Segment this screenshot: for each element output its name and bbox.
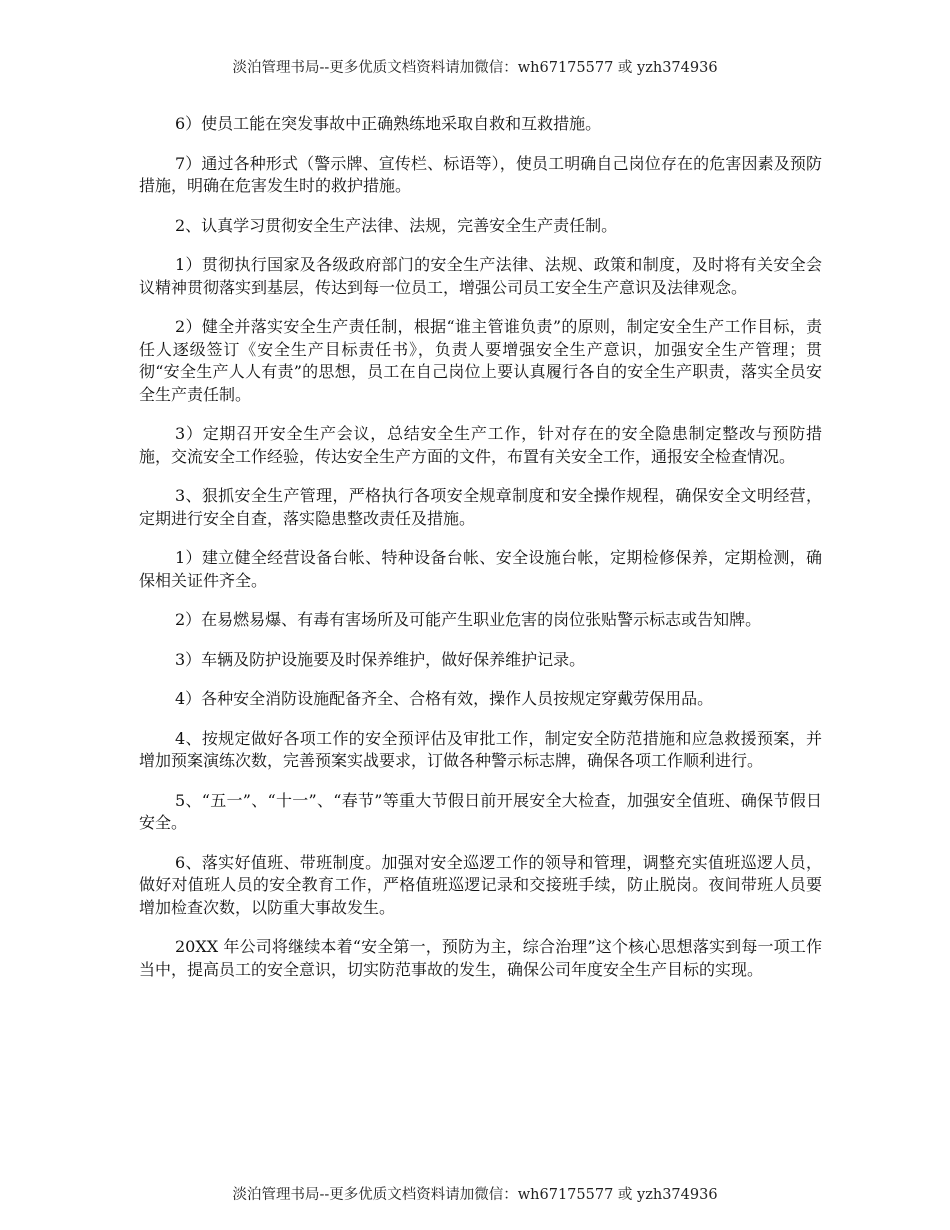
section-heading-5: 5、“五一”、“十一”、“春节”等重大节假日前开展安全大检查，加强安全值班、确保节假日安全。 (139, 790, 822, 832)
paragraph-3-4: 4）各种安全消防设施配备齐全、合格有效，操作人员按规定穿戴劳保用品。 (175, 689, 714, 708)
paragraph-2-1: 1）贯彻执行国家及各级政府部门的安全生产法律、法规、政策和制度，及时将有关安全会议精神贯彻落实到基层，传达到每一位员工，增强公司员工安全生产意识及法律观念。 (139, 255, 822, 297)
section-heading-2: 2、认真学习贯彻安全生产法律、法规，完善安全生产责任制。 (175, 215, 618, 235)
closing-paragraph: 20XX 年公司将继续本着“安全第一，预防为主，综合治理”这个核心思想落实到每一项工作当中，提高员工的安全意识，切实防范事故的发生，确保公司年度安全生产目标的实现。 (139, 937, 822, 979)
paragraph-3-3: 3）车辆及防护设施要及时保养维护，做好保养维护记录。 (175, 649, 586, 669)
section-heading-3: 3、狠抓安全生产管理，严格执行各项安全规章制度和安全操作规程，确保安全文明经营，定期进行安全自查，落实隐患整改责任及措施。 (139, 486, 822, 528)
document-body (139, 113, 822, 998)
paragraph-3-1: 1）建立健全经营设备台帐、特种设备台帐、安全设施台帐，定期检修保养，定期检测，确保相关证件齐全。 (139, 548, 822, 590)
page-header: 淡泊管理书局--更多优质文档资料请加微信：wh67175577 或 yzh374936 (232, 60, 718, 76)
paragraph-item-6: 6）使员工能在突发事故中正确熟练地采取自救和互救措施。 (175, 114, 602, 133)
section-heading-6: 6、落实好值班、带班制度。加强对安全巡逻工作的领导和管理，调整充实值班巡逻人员，做好对值班人员的安全教育工作，严格值班巡逻记录和交接班手续，防止脱岗。夜间带班人员要增加检查次数，以防重大事故发生。 (139, 852, 822, 917)
paragraph-2-2: 2）健全并落实安全生产责任制，根据“谁主管谁负责”的原则，制定安全生产工作目标，责任人逐级签订《安全生产目标责任书》，负责人要增强安全生产意识，加强安全生产管理；贯彻“安全生产人人有责”的思想，员工在自己岗位上要认真履行各自的安全生产职责，落实全员安全生产责任制。 (139, 317, 822, 404)
paragraph-2-3: 3）定期召开安全生产会议，总结安全生产工作，针对存在的安全隐患制定整改与预防措施，交流安全工作经验，传达安全生产方面的文件，布置有关安全工作，通报安全检查情况。 (139, 424, 822, 466)
paragraph-3-2: 2）在易燃易爆、有毒有害场所及可能产生职业危害的岗位张贴警示标志或告知牌。 (175, 610, 762, 629)
section-heading-4: 4、按规定做好各项工作的安全预评估及审批工作，制定安全防范措施和应急救援预案，并增加预案演练次数，完善预案实战要求，订做各种警示标志牌，确保各项工作顺利进行。 (139, 728, 822, 770)
paragraph-item-7: 7）通过各种形式（警示牌、宣传栏、标语等），使员工明确自己岗位存在的危害因素及预防措施，明确在危害发生时的救护措施。 (139, 153, 822, 195)
page-footer: 淡泊管理书局--更多优质文档资料请加微信：wh67175577 或 yzh374936 (232, 1187, 718, 1203)
